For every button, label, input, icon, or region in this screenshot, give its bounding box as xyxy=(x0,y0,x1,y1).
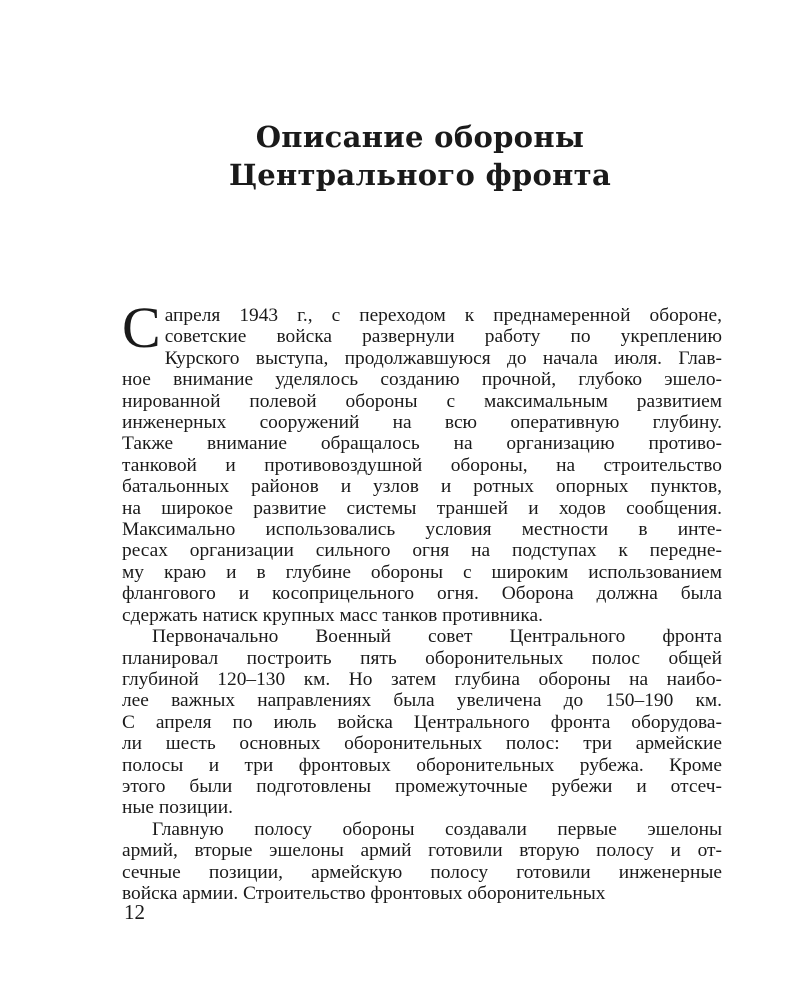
text-line: С апреля по июль войска Центрального фронта оборудова- xyxy=(122,711,722,733)
drop-cap: С xyxy=(122,295,161,360)
text-line: сдержать натиск крупных масс танков противника. xyxy=(122,604,544,626)
paragraph xyxy=(122,819,722,905)
text-line: танковой и противовоздушной обороны, на строительство xyxy=(122,454,722,476)
text-line: войска армии. Строительство фронтовых оборонительных xyxy=(122,882,606,904)
text-line: ресах организации сильного огня на подступах к передне- xyxy=(122,540,722,562)
text-line: Главную полосу обороны создавали первые эшелоны xyxy=(152,818,722,840)
text-line: на широкое развитие системы траншей и ходов сообщения. xyxy=(122,497,722,519)
page-number: 12 xyxy=(124,900,145,924)
text-line: Также внимание обращалось на организацию противо- xyxy=(122,433,722,455)
paragraph xyxy=(122,295,722,626)
text-line: Максимально использовались условия местности в инте- xyxy=(122,519,722,541)
chapter-title xyxy=(120,118,720,194)
text-line: глубиной 120–130 км. Но затем глубина обороны на наибо- xyxy=(122,668,722,690)
text-line: ли шесть основных оборонительных полос: три армейские xyxy=(122,733,722,755)
text-line: советские войска развернули работу по укреплению xyxy=(164,326,722,348)
text-line: Первоначально Военный совет Центрального фронта xyxy=(152,626,722,648)
text-line: сечные позиции, армейскую полосу готовили инженерные xyxy=(122,861,722,883)
text-line: апреля 1943 г., с переходом к преднамеренной обороне, xyxy=(164,305,722,326)
text-line: Курского выступа, продолжавшуюся до начала июля. Глав- xyxy=(164,347,722,369)
text-line: му краю и в глубине обороны с широким использованием xyxy=(122,561,722,583)
text-line: флангового и косоприцельного огня. Оборона должна была xyxy=(122,583,722,605)
body-text xyxy=(122,295,722,904)
text-line: этого были подготовлены промежуточные рубежи и отсеч- xyxy=(122,775,722,797)
chapter-title-line-2: Центрального фронта xyxy=(228,158,612,192)
paragraph xyxy=(122,626,722,819)
text-line: батальонных районов и узлов и ротных опорных пунктов, xyxy=(122,476,722,498)
text-line: планировал построить пять оборонительных полос общей xyxy=(122,647,722,669)
text-line: полосы и три фронтовых оборонительных рубежа. Кроме xyxy=(122,754,722,776)
text-line: инженерных сооружений на всю оперативную глубину. xyxy=(122,412,722,434)
text-line: нированной полевой обороны с максимальным развитием xyxy=(122,390,722,412)
text-line: армий, вторые эшелоны армий готовили вторую полосу и от- xyxy=(122,840,722,862)
text-line: лее важных направлениях была увеличена до 150–190 км. xyxy=(122,690,722,712)
text-line: ное внимание уделялось созданию прочной, глубоко эшело- xyxy=(122,369,722,391)
chapter-title-line-1: Описание обороны xyxy=(255,120,585,154)
text-line: ные позиции. xyxy=(122,797,233,819)
